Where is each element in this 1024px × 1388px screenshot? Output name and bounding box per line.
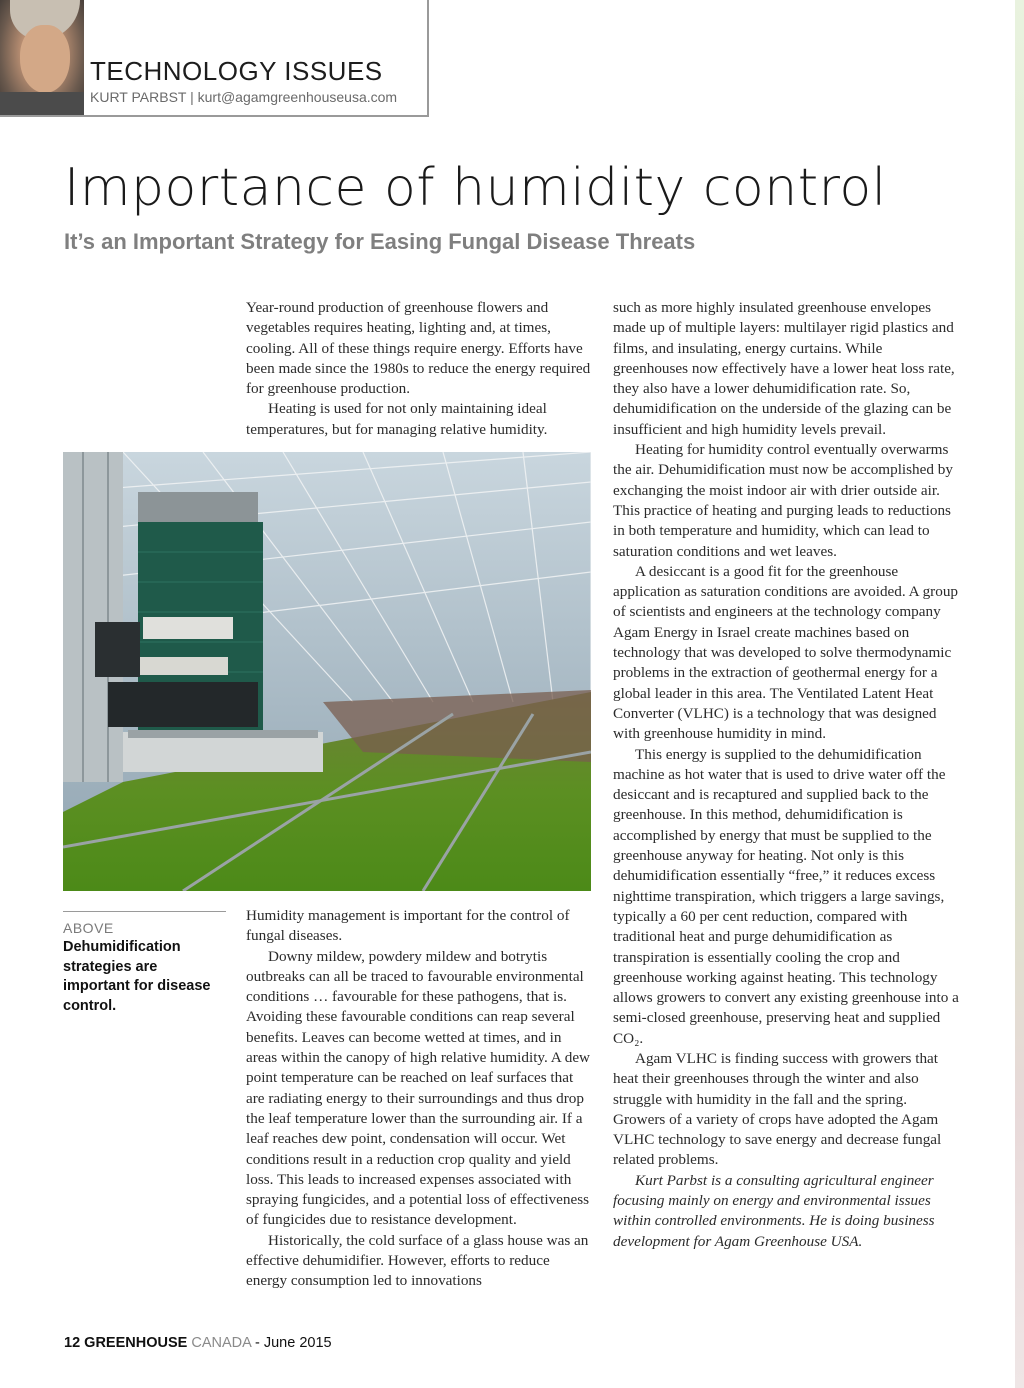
author-photo bbox=[0, 0, 84, 115]
issue-date: - June 2015 bbox=[255, 1335, 332, 1351]
caption-label: ABOVE bbox=[63, 920, 114, 936]
paragraph: This energy is supplied to the dehumidification machine as hot water that is used to drive water off the desiccant and is recaptured and supplied back to the greenhouse. In this method, dehumidification is accomplished by energy that must be supplied to the greenhouse anyway for heating. Not only is this dehumidification essentially “free,” it reduces excess nighttime transpiration, which triggers a large savings, typically a 60 per cent reduction, compared with traditional heat and purge dehumidification as transpiration is essentially cooling the crop and greenhouse working against heating. This technology allows growers to convert any existing greenhouse into a semi-closed greenhouse, preserving heat and supplied CO₂. bbox=[613, 745, 959, 1047]
column-header bbox=[0, 0, 429, 117]
page-edge-color-strip bbox=[1015, 0, 1024, 1388]
page-number: 12 bbox=[64, 1335, 81, 1351]
greenhouse-photo bbox=[63, 452, 591, 891]
section-title: TECHNOLOGY ISSUES bbox=[90, 56, 383, 86]
author-bio: Kurt Parbst is a consulting agricultural engineer focusing mainly on energy and environmental issues within controlled environments. He is doing business development for Agam Greenhouse USA. bbox=[613, 1171, 935, 1250]
paragraph: Heating is used for not only maintaining ideal temperatures, but for managing relative humidity. bbox=[246, 400, 548, 438]
article-subheadline: It’s an Important Strategy for Easing Fungal Disease Threats bbox=[64, 229, 696, 254]
photo-caption: Dehumidification strategies are important for disease control. bbox=[63, 939, 211, 1014]
publication-region: CANADA bbox=[191, 1335, 251, 1351]
caption-divider bbox=[63, 911, 226, 912]
paragraph: Humidity management is important for the control of fungal diseases. bbox=[246, 907, 570, 945]
paragraph: A desiccant is a good fit for the greenhouse application as saturation conditions are avoided. A group of scientists and engineers at the technology company Agam Energy in Israel create machines based on technology that was developed to solve thermodynamic problems in the extraction of geothermal energy for a global leader in this area. The Ventilated Latent Heat Converter (VLHC) is a technology that was designed with greenhouse humidity in mind. bbox=[613, 562, 959, 743]
author-byline: KURT PARBST | kurt@agamgreenhouseusa.com bbox=[90, 89, 398, 105]
paragraph: Heating for humidity control eventually overwarms the air. Dehumidification must now be accomplished by exchanging the moist indoor air with drier outside air. This practice of heating and purging leads to reductions in both temperature and humidity, which can lead to saturation conditions and wet leaves. bbox=[613, 441, 953, 560]
paragraph: Agam VLHC is finding success with growers that heat their greenhouses through the winter and also struggle with humidity in the fall and the spring. Growers of a variety of crops have adopted the Agam VLHC technology to save energy and decrease fungal related problems. bbox=[613, 1049, 942, 1169]
page-footer bbox=[64, 1335, 332, 1351]
publication-name: GREENHOUSE bbox=[84, 1335, 188, 1351]
paragraph: Year-round production of greenhouse flowers and vegetables requires heating, lighting and, at times, cooling. All of these things require energy. Efforts have been made since the 1980s to reduce the energy required for greenhouse production. bbox=[246, 299, 591, 398]
paragraph: Downy mildew, powdery mildew and botrytis outbreaks can all be traced to favourable environmental conditions … favourable for these pathogens, that is. Avoiding these favourable conditions can reap several benefits. Leaves can become wetted at times, and in areas within the canopy of high relative humidity. A dew point temperature can be reached on leaf surfaces that are radiating energy to their surroundings and thus drop the leaf temperature lower than the surrounding air. If a leaf reaches dew point, condensation will occur. Wet conditions result in a reduction crop quality and yield loss. This leads to increased expenses associated with spraying fungicides, and a potential loss of effectiveness of fungicides due to resistance development. bbox=[246, 947, 591, 1229]
body-column-left-top bbox=[246, 298, 592, 440]
paragraph: Historically, the cold surface of a glass house was an effective dehumidifier. However, efforts to reduce energy consumption led to innovations bbox=[246, 1231, 589, 1290]
article-headline: Importance of humidity control bbox=[64, 158, 887, 218]
paragraph: such as more highly insulated greenhouse envelopes made up of multiple layers: multilayer rigid plastics and films, and insulating, energy curtains. While greenhouses now effectively have a lower heat loss rate, they also have a lower dehumidification rate. So, dehumidification on the underside of the glazing can be insufficient and high humidity levels prevail. bbox=[613, 299, 955, 438]
body-column-right bbox=[613, 298, 959, 1252]
body-column-left-bottom bbox=[246, 906, 592, 1292]
